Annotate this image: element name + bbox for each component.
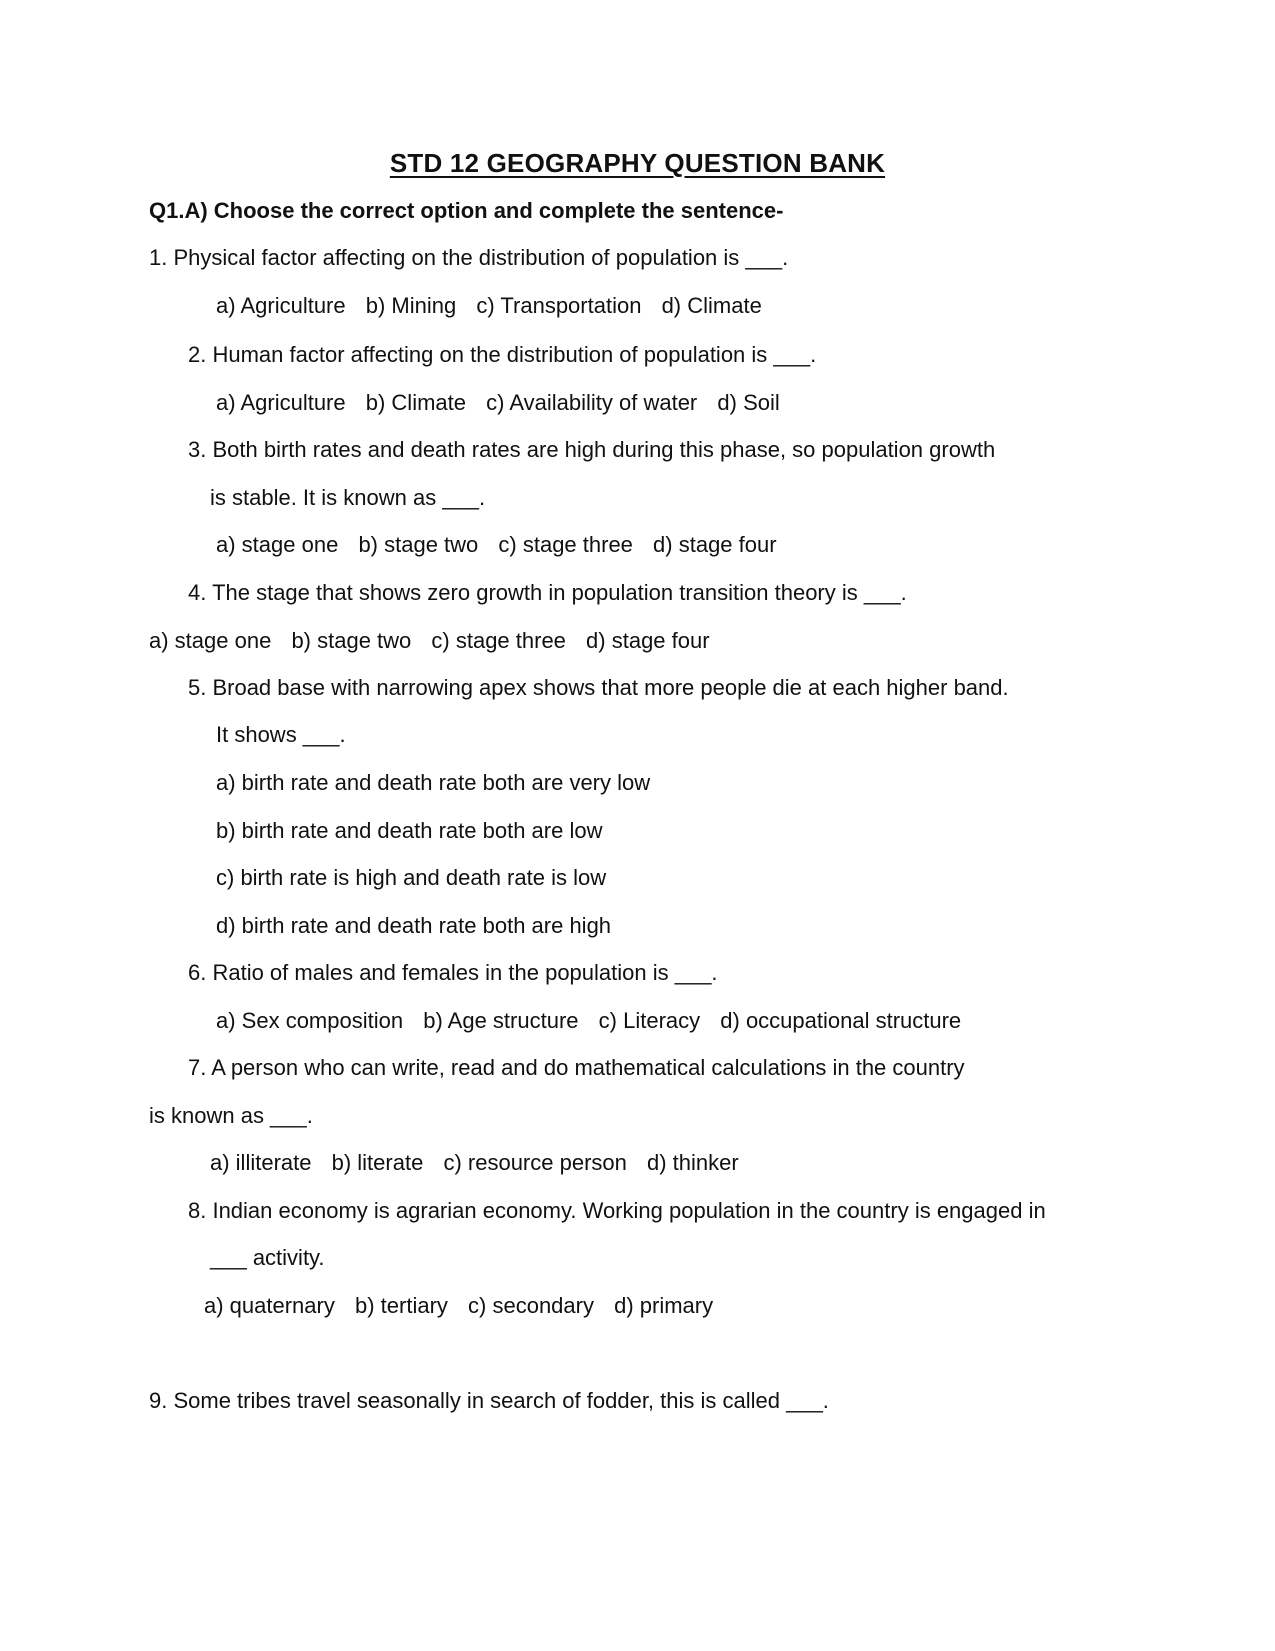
option: d) thinker	[647, 1150, 739, 1175]
option: c) stage three	[498, 532, 633, 557]
question-8-options	[204, 1291, 713, 1321]
question-7-line-2: is known as ___.	[149, 1103, 313, 1128]
question-3-line-1: 3. Both birth rates and death rates are high during this phase, so population growth	[188, 437, 996, 462]
option: b) Mining	[365, 293, 457, 318]
section-heading: Q1.A) Choose the correct option and complete the sentence-	[149, 198, 784, 223]
question-2: 2. Human factor affecting on the distribution of population is ___.	[188, 342, 817, 367]
option: b) Age structure	[423, 1008, 579, 1033]
question-8-line-1: 8. Indian economy is agrarian economy. Working population in the country is engaged in	[188, 1198, 1046, 1223]
question-2-options	[216, 388, 780, 418]
option: a) illiterate	[210, 1150, 312, 1175]
question-5-option-a: a) birth rate and death rate both are very low	[216, 770, 651, 795]
question-5-option-b: b) birth rate and death rate both are low	[216, 818, 603, 843]
option: c) stage three	[431, 628, 566, 653]
option: c) Literacy	[598, 1008, 701, 1033]
option: d) stage four	[586, 628, 710, 653]
question-5-option-c: c) birth rate is high and death rate is low	[216, 865, 607, 890]
option: a) Agriculture	[216, 293, 346, 318]
page-title: STD 12 GEOGRAPHY QUESTION BANK	[389, 148, 886, 178]
option: d) Climate	[661, 293, 762, 318]
question-7-line-1: 7. A person who can write, read and do mathematical calculations in the country	[188, 1055, 965, 1080]
question-3-options	[216, 530, 777, 560]
option: a) stage one	[149, 628, 272, 653]
question-1-options	[216, 291, 762, 321]
option: a) Sex composition	[216, 1008, 404, 1033]
option: b) stage two	[358, 532, 479, 557]
question-1: 1. Physical factor affecting on the distribution of population is ___.	[149, 245, 789, 270]
question-5-line-2: It shows ___.	[216, 722, 346, 747]
question-6-options	[216, 1006, 961, 1036]
question-5-option-d: d) birth rate and death rate both are high	[216, 913, 612, 938]
question-3-line-2: is stable. It is known as ___.	[210, 485, 486, 510]
option: c) resource person	[443, 1150, 627, 1175]
option: d) stage four	[653, 532, 777, 557]
option: c) secondary	[468, 1293, 594, 1318]
question-4-options	[149, 626, 710, 656]
option: b) stage two	[291, 628, 412, 653]
question-7-options	[210, 1148, 739, 1178]
question-5-line-1: 5. Broad base with narrowing apex shows that more people die at each higher band.	[188, 675, 1009, 700]
option: b) Climate	[365, 390, 466, 415]
option: b) literate	[331, 1150, 424, 1175]
option: a) quaternary	[204, 1293, 335, 1318]
option: d) Soil	[717, 390, 780, 415]
option: d) primary	[614, 1293, 714, 1318]
question-8-line-2: ___ activity.	[210, 1245, 325, 1270]
option: b) tertiary	[354, 1293, 448, 1318]
option: a) Agriculture	[216, 390, 346, 415]
option: c) Transportation	[476, 293, 642, 318]
question-4: 4. The stage that shows zero growth in population transition theory is ___.	[188, 580, 907, 605]
question-6: 6. Ratio of males and females in the population is ___.	[188, 960, 718, 985]
option: a) stage one	[216, 532, 339, 557]
option: d) occupational structure	[720, 1008, 962, 1033]
option: c) Availability of water	[486, 390, 698, 415]
question-9: 9. Some tribes travel seasonally in search of fodder, this is called ___.	[149, 1388, 829, 1413]
